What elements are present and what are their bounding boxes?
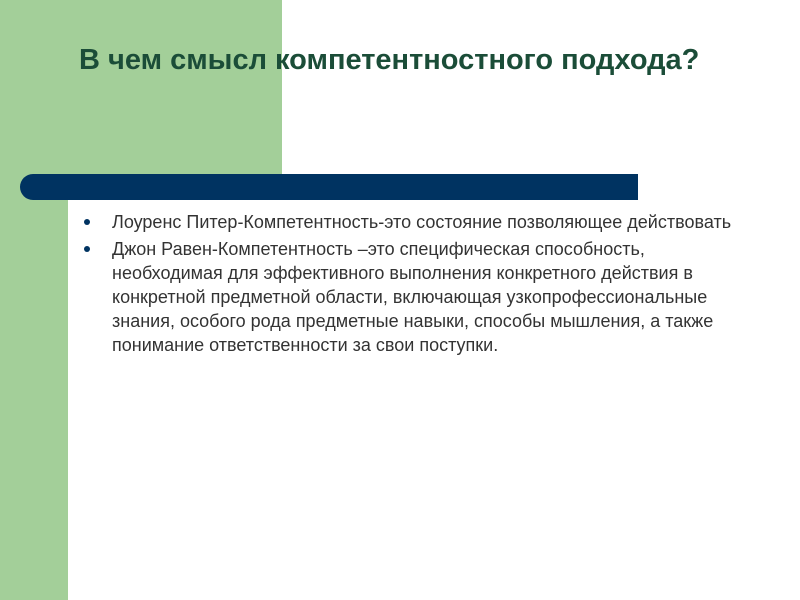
bullet-list: [84, 210, 744, 360]
bullet-item-raven: [84, 237, 744, 357]
decorative-top-band: [68, 0, 282, 196]
title-divider-bar: [20, 174, 638, 200]
bullet-dot-icon: [84, 246, 90, 252]
bullet-text-peter: Лоуренс Питер-Компетентность-это состояние позволяющее действовать: [112, 212, 732, 232]
decorative-left-band: [0, 0, 68, 600]
bullet-text-raven: Джон Равен-Компетентность –это специфическая способность, необходимая для эффективного выполнения конкретного действия в конкретной предметной области, включающая узкопрофессиональные знания, особого рода предметные навыки, способы мышления, а также понимание ответственности за свои поступки.: [112, 239, 714, 355]
slide-title: В чем смысл компетентностного подхода?: [79, 44, 700, 76]
bullet-item-peter: [84, 210, 744, 234]
bullet-dot-icon: [84, 219, 90, 225]
